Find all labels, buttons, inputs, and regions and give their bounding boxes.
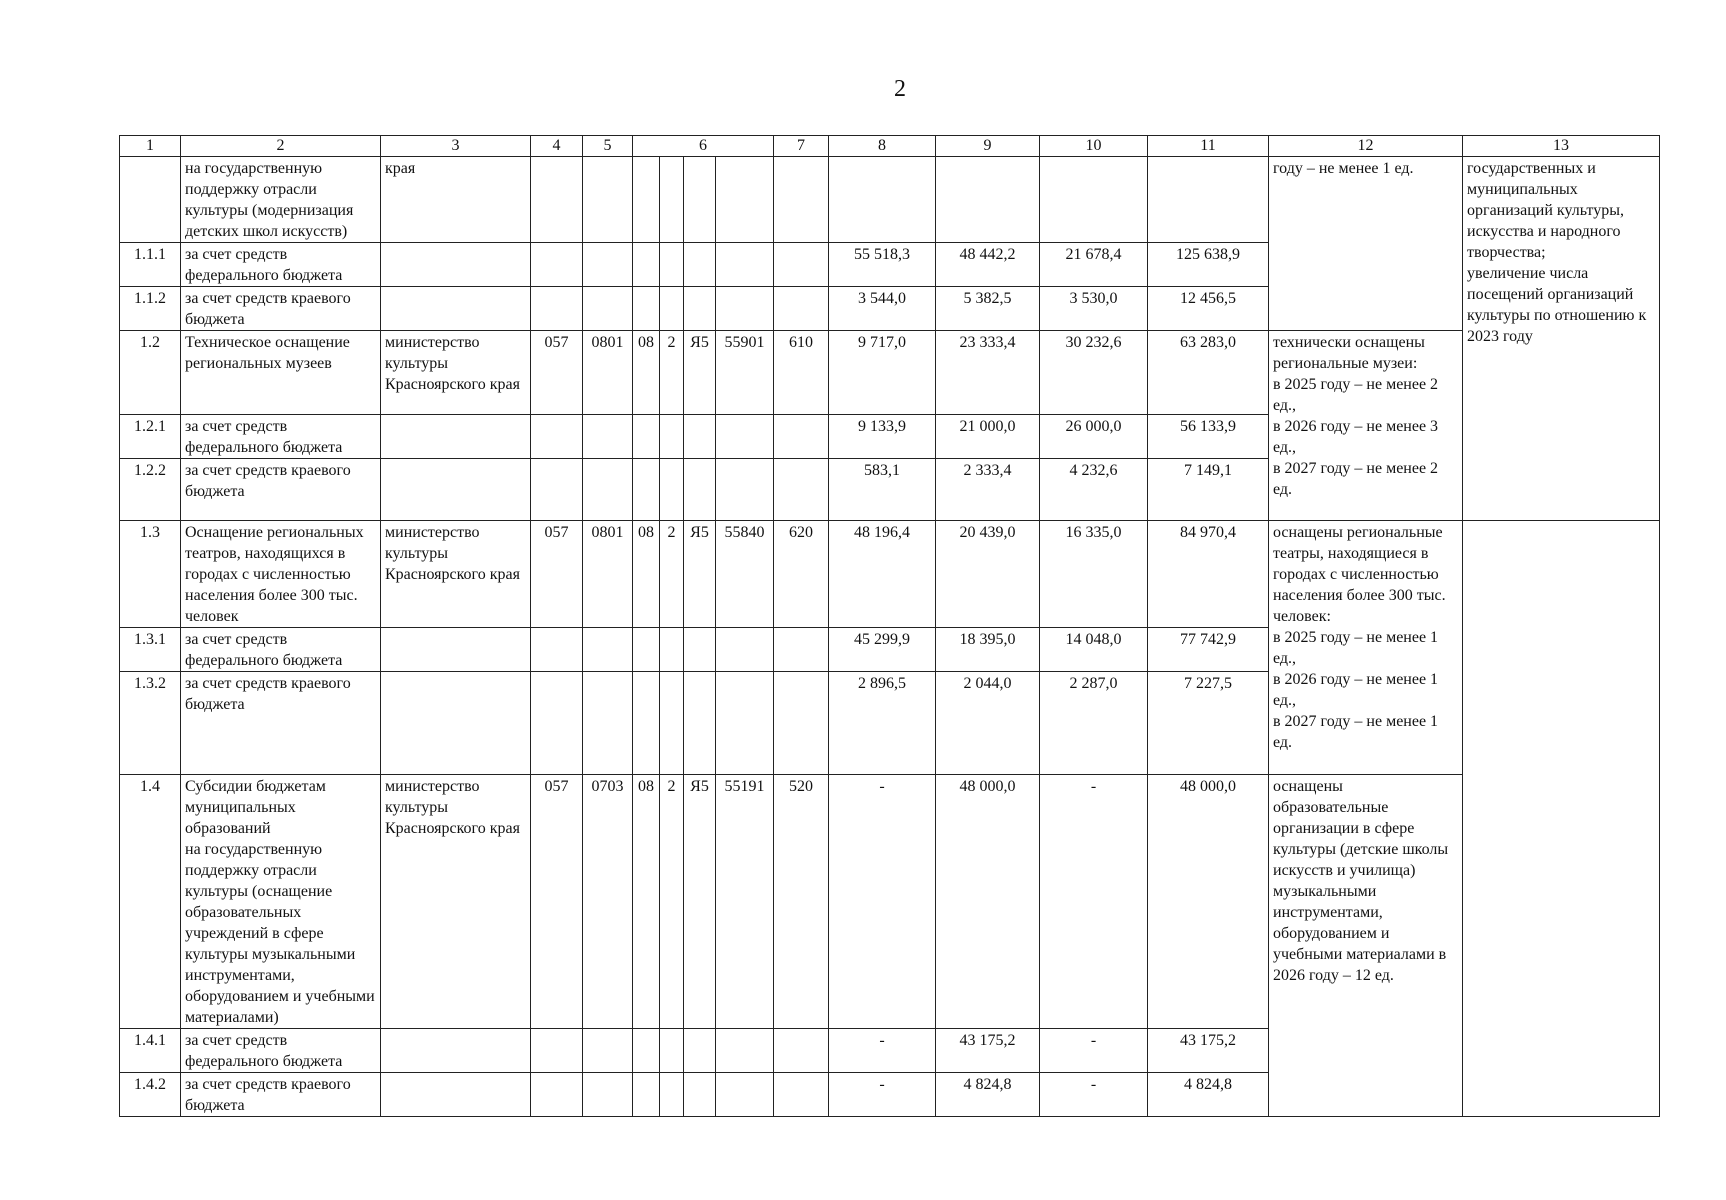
code-vr: 610 (774, 331, 829, 415)
header-cell: 7 (774, 136, 829, 157)
value-col10: 16 335,0 (1040, 521, 1148, 628)
header-cell: 1 (120, 136, 181, 157)
value-col8: 55 518,3 (829, 243, 936, 287)
column-13-text: государственных и муниципальных организаций культуры, искусства и народного творчества; увеличение числа посещений организаций культуры по отношению к 2023 году (1463, 157, 1660, 521)
value-col10: 2 287,0 (1040, 672, 1148, 775)
budget-table (119, 135, 1660, 1117)
value-col11: 7 149,1 (1148, 459, 1269, 521)
row-code: 1.4.2 (120, 1073, 181, 1117)
value-col8: 9 133,9 (829, 415, 936, 459)
value-col9: 48 442,2 (936, 243, 1040, 287)
table-row (120, 521, 1660, 628)
table-row (120, 775, 1660, 1029)
header-cell: 12 (1269, 136, 1463, 157)
value-col10: 30 232,6 (1040, 331, 1148, 415)
value-col9: 20 439,0 (936, 521, 1040, 628)
value-col11: 48 000,0 (1148, 775, 1269, 1029)
value-col10: - (1040, 1029, 1148, 1073)
code-program: 08 (633, 775, 660, 1029)
row-code: 1.1.1 (120, 243, 181, 287)
row-executor: министерство культуры Красноярского края (381, 521, 531, 628)
code-grbs: 057 (531, 331, 583, 415)
value-col11: 43 175,2 (1148, 1029, 1269, 1073)
code-direction: 55191 (716, 775, 774, 1029)
value-col9: 18 395,0 (936, 628, 1040, 672)
value-col11: 4 824,8 (1148, 1073, 1269, 1117)
header-row (120, 136, 1660, 157)
row-code: 1.4.1 (120, 1029, 181, 1073)
row-name: за счет средств краевого бюджета (181, 672, 381, 775)
row-name: Субсидии бюджетам муниципальных образований на государственную поддержку отрасли культуры (оснащение образовательных учреждений в сфере культуры музыкальными инструментами, оборудованием и учебными материалами) (181, 775, 381, 1029)
value-col11: 84 970,4 (1148, 521, 1269, 628)
code-grbs: 057 (531, 775, 583, 1029)
header-cell: 11 (1148, 136, 1269, 157)
row-name: Оснащение региональных театров, находящихся в городах с численностью населения более 300 тыс. человек (181, 521, 381, 628)
value-col8: 45 299,9 (829, 628, 936, 672)
row-name: за счет средств федерального бюджета (181, 243, 381, 287)
row-code: 1.3.1 (120, 628, 181, 672)
row-name: за счет средств федерального бюджета (181, 415, 381, 459)
value-col9: 4 824,8 (936, 1073, 1040, 1117)
code-subprogram: 2 (660, 775, 684, 1029)
value-col9: 2 333,4 (936, 459, 1040, 521)
code-subprogram: 2 (660, 331, 684, 415)
value-col10: - (1040, 1073, 1148, 1117)
value-col8: - (829, 1029, 936, 1073)
code-subprogram: 2 (660, 521, 684, 628)
value-col10: 26 000,0 (1040, 415, 1148, 459)
header-cell: 2 (181, 136, 381, 157)
value-col11: 125 638,9 (1148, 243, 1269, 287)
table-row (120, 157, 1660, 243)
code-program: 08 (633, 521, 660, 628)
value-col8: 583,1 (829, 459, 936, 521)
header-cell: 4 (531, 136, 583, 157)
code-vr: 620 (774, 521, 829, 628)
header-cell: 13 (1463, 136, 1660, 157)
value-col8: 9 717,0 (829, 331, 936, 415)
value-col8: 48 196,4 (829, 521, 936, 628)
value-col8: - (829, 775, 936, 1029)
code-rzpr: 0703 (583, 775, 633, 1029)
row-result: оснащены образовательные организации в сфере культуры (детские школы искусств и училища) музыкальными инструментами, оборудованием и учебными материалами в 2026 году – 12 ед. (1269, 775, 1463, 1117)
code-grbs: 057 (531, 521, 583, 628)
value-col11: 7 227,5 (1148, 672, 1269, 775)
value-col9: 5 382,5 (936, 287, 1040, 331)
code-direction: 55840 (716, 521, 774, 628)
value-col8: - (829, 1073, 936, 1117)
row-result: технически оснащены региональные музеи: в 2025 году – не менее 2 ед., в 2026 году – не менее 3 ед., в 2027 году – не менее 2 ед. (1269, 331, 1463, 521)
row-code: 1.4 (120, 775, 181, 1029)
row-code: 1.2.1 (120, 415, 181, 459)
value-col10: 3 530,0 (1040, 287, 1148, 331)
value-col10: 4 232,6 (1040, 459, 1148, 521)
row-executor: министерство культуры Красноярского края (381, 775, 531, 1029)
code-vr: 520 (774, 775, 829, 1029)
value-col10: - (1040, 775, 1148, 1029)
row-name: за счет средств федерального бюджета (181, 628, 381, 672)
header-cell: 6 (633, 136, 774, 157)
value-col11: 12 456,5 (1148, 287, 1269, 331)
row-executor: министерство культуры Красноярского края (381, 331, 531, 415)
row-code: 1.2 (120, 331, 181, 415)
row-name: за счет средств краевого бюджета (181, 287, 381, 331)
value-col11: 63 283,0 (1148, 331, 1269, 415)
value-col10: 14 048,0 (1040, 628, 1148, 672)
value-col8: 3 544,0 (829, 287, 936, 331)
value-col11: 56 133,9 (1148, 415, 1269, 459)
value-col8: 2 896,5 (829, 672, 936, 775)
code-rzpr: 0801 (583, 331, 633, 415)
table-row (120, 331, 1660, 415)
row-name: за счет средств федерального бюджета (181, 1029, 381, 1073)
row-code: 1.3.2 (120, 672, 181, 775)
code-rzpr: 0801 (583, 521, 633, 628)
row-code: 1.1.2 (120, 287, 181, 331)
row-result: году – не менее 1 ед. (1269, 157, 1463, 331)
row-code: 1.3 (120, 521, 181, 628)
value-col9: 48 000,0 (936, 775, 1040, 1029)
header-cell: 9 (936, 136, 1040, 157)
value-col9: 43 175,2 (936, 1029, 1040, 1073)
value-col11: 77 742,9 (1148, 628, 1269, 672)
row-code: 1.2.2 (120, 459, 181, 521)
code-project: Я5 (684, 775, 716, 1029)
value-col9: 23 333,4 (936, 331, 1040, 415)
header-cell: 5 (583, 136, 633, 157)
value-col10: 21 678,4 (1040, 243, 1148, 287)
page-number: 2 (894, 76, 906, 102)
header-cell: 3 (381, 136, 531, 157)
header-cell: 8 (829, 136, 936, 157)
code-program: 08 (633, 331, 660, 415)
code-project: Я5 (684, 521, 716, 628)
row-result: оснащены региональные театры, находящиеся в городах с численностью населения более 300 тыс. человек: в 2025 году – не менее 1 ед., в 2026 году – не менее 1 ед., в 2027 году – не менее 1 ед. (1269, 521, 1463, 775)
row-name: на государственную поддержку отрасли культуры (модернизация детских школ искусств) (181, 157, 381, 243)
code-project: Я5 (684, 331, 716, 415)
row-name: за счет средств краевого бюджета (181, 459, 381, 521)
header-cell: 10 (1040, 136, 1148, 157)
code-direction: 55901 (716, 331, 774, 415)
row-name: за счет средств краевого бюджета (181, 1073, 381, 1117)
value-col9: 2 044,0 (936, 672, 1040, 775)
value-col9: 21 000,0 (936, 415, 1040, 459)
row-executor: края (381, 157, 531, 243)
row-name: Техническое оснащение региональных музеев (181, 331, 381, 415)
